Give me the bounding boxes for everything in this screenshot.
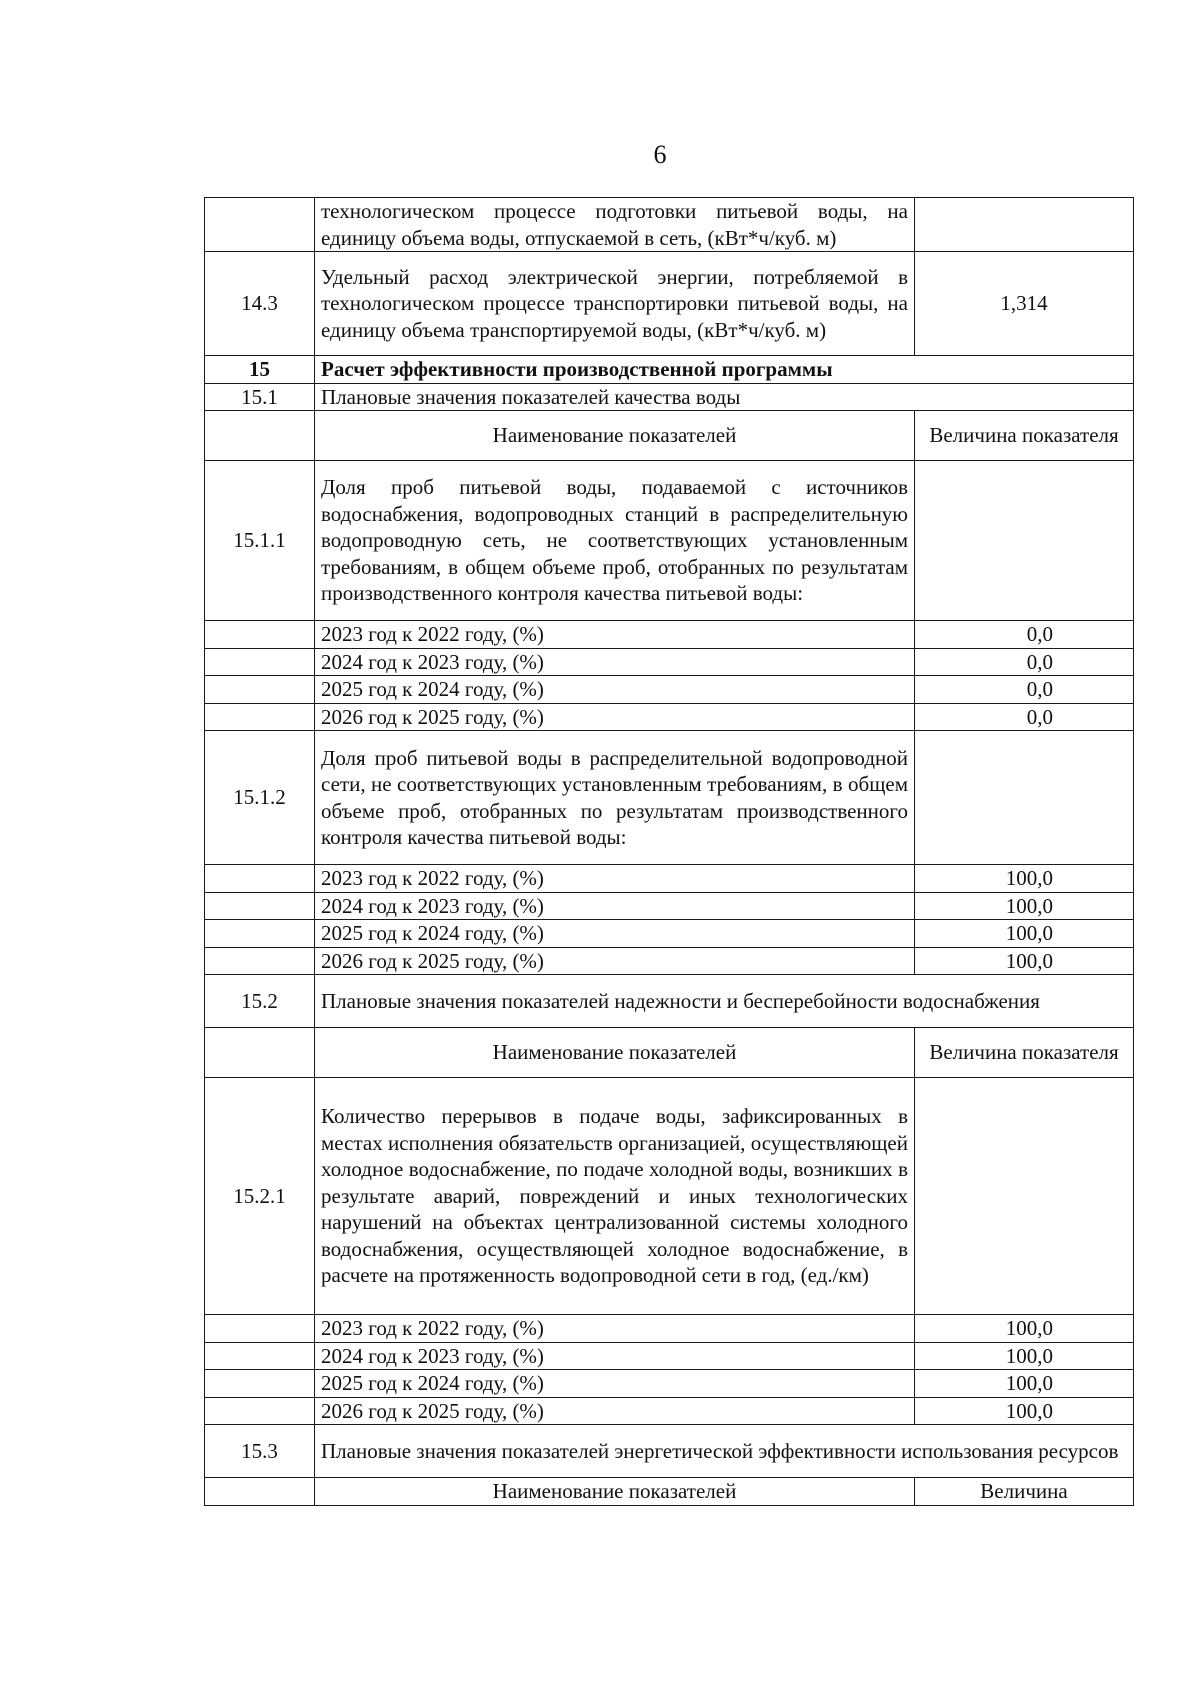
row-description: Количество перерывов в подаче воды, зафиксированных в местах исполнения обязательств организацией, осуществляющей холодное водоснабжение, по подаче холодной воды, возникших в результате аварий, повреждений и иных технологических нарушений на объектах централизованной системы холодного водоснабжения, осуществляющей холодное водоснабжение, в расчете на протяженность водопроводной сети в год, (ед./км) — [315, 1078, 915, 1315]
year-value: 100,0 — [915, 1397, 1134, 1425]
year-value: 100,0 — [915, 1315, 1134, 1343]
year-label: 2026 год к 2025 году, (%) — [315, 1397, 915, 1425]
table-row — [205, 461, 1134, 621]
year-label: 2026 год к 2025 году, (%) — [315, 947, 915, 975]
empty-cell — [205, 1315, 315, 1343]
year-value: 0,0 — [915, 648, 1134, 676]
year-row — [205, 865, 1134, 893]
subsection-title: Плановые значения показателей энергетической эффективности использования ресурсов — [315, 1425, 1134, 1478]
row-description: Удельный расход электрической энергии, потребляемой в технологическом процессе транспортировки питьевой воды, на единицу объема транспортируемой воды, (кВт*ч/куб. м) — [315, 252, 915, 356]
row-number: 15 — [205, 356, 315, 384]
empty-cell — [205, 1370, 315, 1398]
year-label: 2026 год к 2025 году, (%) — [315, 703, 915, 731]
year-value: 100,0 — [915, 920, 1134, 948]
table-row — [205, 252, 1134, 356]
empty-cell — [205, 1342, 315, 1370]
row-value — [915, 731, 1134, 865]
row-number: 15.1 — [205, 383, 315, 411]
year-row — [205, 648, 1134, 676]
year-label: 2023 год к 2022 году, (%) — [315, 621, 915, 649]
year-row — [205, 621, 1134, 649]
row-value — [915, 1078, 1134, 1315]
year-label: 2023 год к 2022 году, (%) — [315, 865, 915, 893]
column-header-name: Наименование показателей — [315, 1478, 915, 1506]
subsection-title: Плановые значения показателей качества воды — [315, 383, 1134, 411]
year-label: 2023 год к 2022 году, (%) — [315, 1315, 915, 1343]
column-header-name: Наименование показателей — [315, 1028, 915, 1078]
year-value: 100,0 — [915, 865, 1134, 893]
year-value: 0,0 — [915, 676, 1134, 704]
row-number — [205, 198, 315, 252]
header-row — [205, 1478, 1134, 1506]
column-header-name: Наименование показателей — [315, 411, 915, 461]
empty-cell — [205, 920, 315, 948]
table-row — [205, 1078, 1134, 1315]
column-header-value: Величина показателя — [915, 411, 1134, 461]
subsection-row — [205, 1425, 1134, 1478]
section-row — [205, 356, 1134, 384]
year-label: 2025 год к 2024 году, (%) — [315, 1370, 915, 1398]
subsection-row — [205, 975, 1134, 1028]
row-description: технологическом процессе подготовки питьевой воды, на единицу объема воды, отпускаемой в сеть, (кВт*ч/куб. м) — [315, 198, 915, 252]
table-row — [205, 198, 1134, 252]
empty-cell — [205, 648, 315, 676]
empty-cell — [205, 947, 315, 975]
row-number: 15.2.1 — [205, 1078, 315, 1315]
row-description: Доля проб питьевой воды в распределительной водопроводной сети, не соответствующих установленным требованиям, в общем объеме проб, отобранных по результатам производственного контроля качества питьевой воды: — [315, 731, 915, 865]
subsection-title: Плановые значения показателей надежности и бесперебойности водоснабжения — [315, 975, 1134, 1028]
column-header-value: Величина — [915, 1478, 1134, 1506]
row-description: Доля проб питьевой воды, подаваемой с источников водоснабжения, водопроводных станций в распределительную водопроводную сеть, не соответствующих установленным требованиям, в общем объеме проб, отобранных по результатам производственного контроля качества питьевой воды: — [315, 461, 915, 621]
empty-cell — [205, 676, 315, 704]
year-value: 100,0 — [915, 947, 1134, 975]
empty-cell — [205, 1397, 315, 1425]
year-label: 2024 год к 2023 году, (%) — [315, 1342, 915, 1370]
empty-cell — [205, 1478, 315, 1506]
row-value — [915, 461, 1134, 621]
column-header-value: Величина показателя — [915, 1028, 1134, 1078]
row-number: 15.3 — [205, 1425, 315, 1478]
year-row — [205, 920, 1134, 948]
empty-cell — [205, 703, 315, 731]
year-label: 2024 год к 2023 году, (%) — [315, 648, 915, 676]
empty-cell — [205, 411, 315, 461]
year-label: 2025 год к 2024 году, (%) — [315, 676, 915, 704]
row-number: 15.2 — [205, 975, 315, 1028]
year-row — [205, 703, 1134, 731]
year-row — [205, 947, 1134, 975]
row-number: 15.1.1 — [205, 461, 315, 621]
year-row — [205, 1397, 1134, 1425]
indicators-table — [204, 197, 1134, 1506]
year-value: 100,0 — [915, 1370, 1134, 1398]
year-row — [205, 1315, 1134, 1343]
section-title: Расчет эффективности производственной программы — [315, 356, 1134, 384]
year-label: 2024 год к 2023 году, (%) — [315, 892, 915, 920]
year-row — [205, 1370, 1134, 1398]
row-number: 14.3 — [205, 252, 315, 356]
subsection-row — [205, 383, 1134, 411]
header-row — [205, 1028, 1134, 1078]
year-value: 100,0 — [915, 892, 1134, 920]
row-value: 1,314 — [915, 252, 1134, 356]
year-row — [205, 676, 1134, 704]
year-value: 0,0 — [915, 621, 1134, 649]
empty-cell — [205, 865, 315, 893]
empty-cell — [205, 892, 315, 920]
year-row — [205, 1342, 1134, 1370]
page-number: 6 — [653, 140, 667, 169]
year-row — [205, 892, 1134, 920]
row-number: 15.1.2 — [205, 731, 315, 865]
year-label: 2025 год к 2024 году, (%) — [315, 920, 915, 948]
empty-cell — [205, 621, 315, 649]
year-value: 100,0 — [915, 1342, 1134, 1370]
header-row — [205, 411, 1134, 461]
table-row — [205, 731, 1134, 865]
row-value — [915, 198, 1134, 252]
year-value: 0,0 — [915, 703, 1134, 731]
empty-cell — [205, 1028, 315, 1078]
